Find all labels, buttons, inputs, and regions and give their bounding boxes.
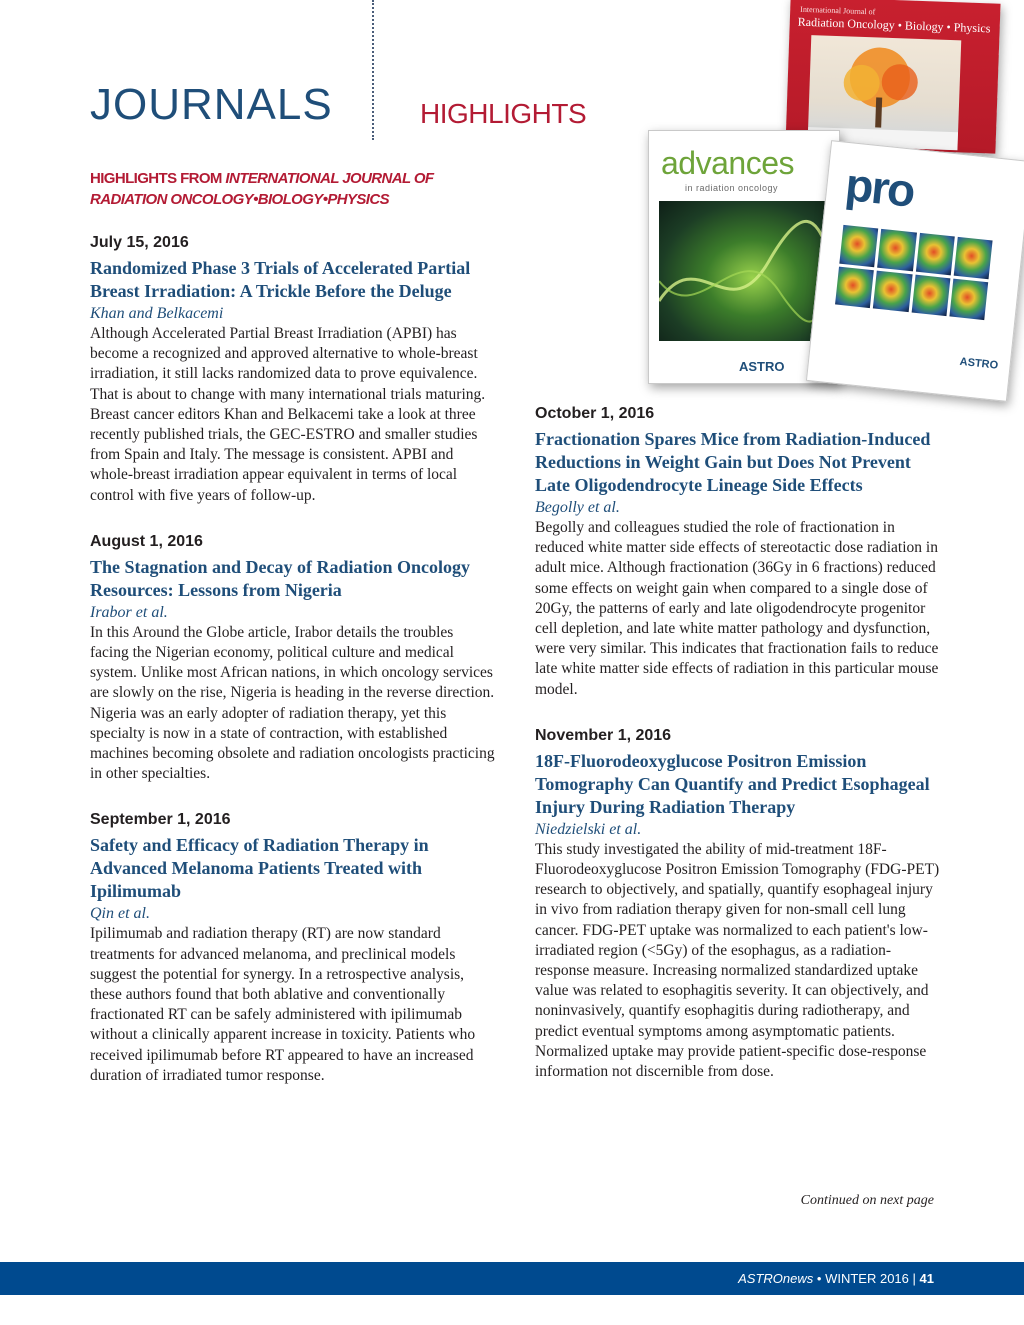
article-entry: [535, 726, 940, 1082]
cover-pro-title: pro: [842, 158, 917, 217]
cover-journal-line2: Radiation Oncology • Biology • Physics: [797, 14, 991, 36]
article-date: August 1, 2016: [90, 532, 203, 550]
article-date: October 1, 2016: [535, 405, 655, 422]
footer-publication: ASTROnews: [738, 1271, 814, 1286]
cover-astro-logo: ASTRO: [739, 359, 785, 374]
cover-dose-map-artwork: [835, 225, 993, 320]
article-entry: [90, 810, 495, 1086]
article-date: November 1, 2016: [535, 726, 672, 744]
cover-journal-line1: International Journal of: [800, 4, 876, 17]
article-authors: Irabor et al.: [90, 603, 168, 621]
footer-folio: [738, 1270, 934, 1288]
article-title: The Stagnation and Decay of Radiation Oncology Resources: Lessons from Nigeria: [90, 556, 471, 600]
article-entry: [535, 404, 940, 700]
cover-advances-subtitle: in radiation oncology: [685, 183, 779, 193]
kicker-journal: INTERNATIONAL JOURNAL OF RADIATION ONCOLOGY•BIOLOGY•PHYSICS: [90, 170, 434, 208]
article-summary: Although Accelerated Partial Breast Irradiation (APBI) has become a recognized and approved alternative to whole-breast irradiation, it still lacks randomized data to prove equivalence. That is about to change with many international trials maturing. Breast cancer editors Khan and Belkacemi take a look at three recently published trials, the GEC-ESTRO and smaller studies from Spain and Italy. The message is consistent. APBI and whole-breast irradiation appear equivalent in terms of local control with five years of follow-up.: [90, 325, 486, 504]
article-summary: This study investigated the ability of mid-treatment 18F-Fluorodeoxyglucose Positron Emission Tomography (FDG-PET) research to objectively, and spatially, quantify esophageal injury in vivo from radiation therapy given for non-small cell lung cancer. FDG-PET uptake was normalized to each patient's low-irradiated region (<5Gy) of the esophagus, as a radiation-response measure. Increasing normalized standardized uptake value was related to esophagitis severity. It can objectively, and noninvasively, quantify esophagitis during radiotherapy, and predict eventual symptoms among asymptomatic patients. Normalized uptake may provide patient-specific dose-response information not discernible from dose.: [535, 840, 940, 1081]
article-summary: Ipilimumab and radiation therapy (RT) are now standard treatments for advanced melanoma, and preclinical models suggest the potential for synergy. In a retrospective analysis, these authors found that both ablative and conventionally fractionated RT can be safely administered with ipilimumab without a clinically apparent increase in toxicity. Patients who received ipilimumab before RT appeared to have an increased duration of irradiated tumor response.: [90, 925, 476, 1084]
left-column: [90, 233, 495, 1112]
article-authors: Khan and Belkacemi: [90, 305, 224, 322]
article-title: 18F-Fluorodeoxyglucose Positron Emission Tomography Can Quantify and Predict Esophageal Injury During Radiation Therapy: [535, 750, 930, 817]
article-authors: Niedzielski et al.: [535, 820, 642, 838]
section-subtitle: HIGHLIGHTS: [420, 98, 587, 129]
article-summary: Begolly and colleagues studied the role of fractionation in reduced white matter side effects of stereotactic dose radiation in adult mice. Although fractionation (36Gy in 6 fractions) reduced some effects on weight gain when compared to a single dose of 20Gy, the patterns of early and late oligodendrocyte progenitor cell depletion, and late white matter pathology and dysfunction, were very similar. This indicates that fractionation fails to reduce late white matter side effects of radiation in this particular mouse model.: [535, 519, 939, 698]
kicker-lead: HIGHLIGHTS FROM: [90, 170, 226, 187]
page-number: 41: [919, 1271, 934, 1286]
cover-pro-astro-logo: ASTRO: [959, 355, 999, 372]
highlights-kicker: [90, 168, 510, 210]
article-title: Fractionation Spares Mice from Radiation-Induced Reductions in Weight Gain but Does Not Prevent Late Oligodendrocyte Lineage Side Effects: [535, 429, 931, 495]
article-title: Safety and Efficacy of Radiation Therapy in Advanced Melanoma Patients Treated with Ipilimumab: [90, 835, 429, 902]
footer-separator: •: [816, 1271, 822, 1286]
continued-note: Continued on next page: [800, 1193, 934, 1208]
article-date: July 15, 2016: [90, 234, 189, 251]
right-column: [535, 404, 940, 1108]
cover-helix-artwork: [659, 201, 829, 341]
section-title: JOURNALS: [90, 80, 333, 129]
article-date: September 1, 2016: [90, 811, 231, 829]
article-summary: In this Around the Globe article, Irabor details the troubles facing the Nigerian economy, political culture and medical system. Unlike most African nations, in which oncology services are slowly on the rise, Nigeria is heading in the reverse direction. Nigeria was an early adopter of radiation therapy, yet this specialty is now in a state of contraction, with established machines becoming obsolete and radiation oncologists practicing in other specialties.: [90, 623, 495, 783]
article-entry: [90, 233, 495, 506]
header-divider: [372, 0, 374, 140]
article-authors: Qin et al.: [90, 905, 150, 923]
article-title: Randomized Phase 3 Trials of Accelerated Partial Breast Irradiation: A Trickle Before the Deluge: [90, 258, 471, 301]
article-entry: [90, 532, 495, 785]
footer-issue: WINTER 2016: [825, 1271, 909, 1286]
footer-bar: |: [912, 1271, 916, 1286]
article-authors: Begolly et al.: [535, 499, 620, 516]
cover-advances-title: advances: [661, 145, 794, 181]
pro-cover-image: [806, 140, 1024, 402]
